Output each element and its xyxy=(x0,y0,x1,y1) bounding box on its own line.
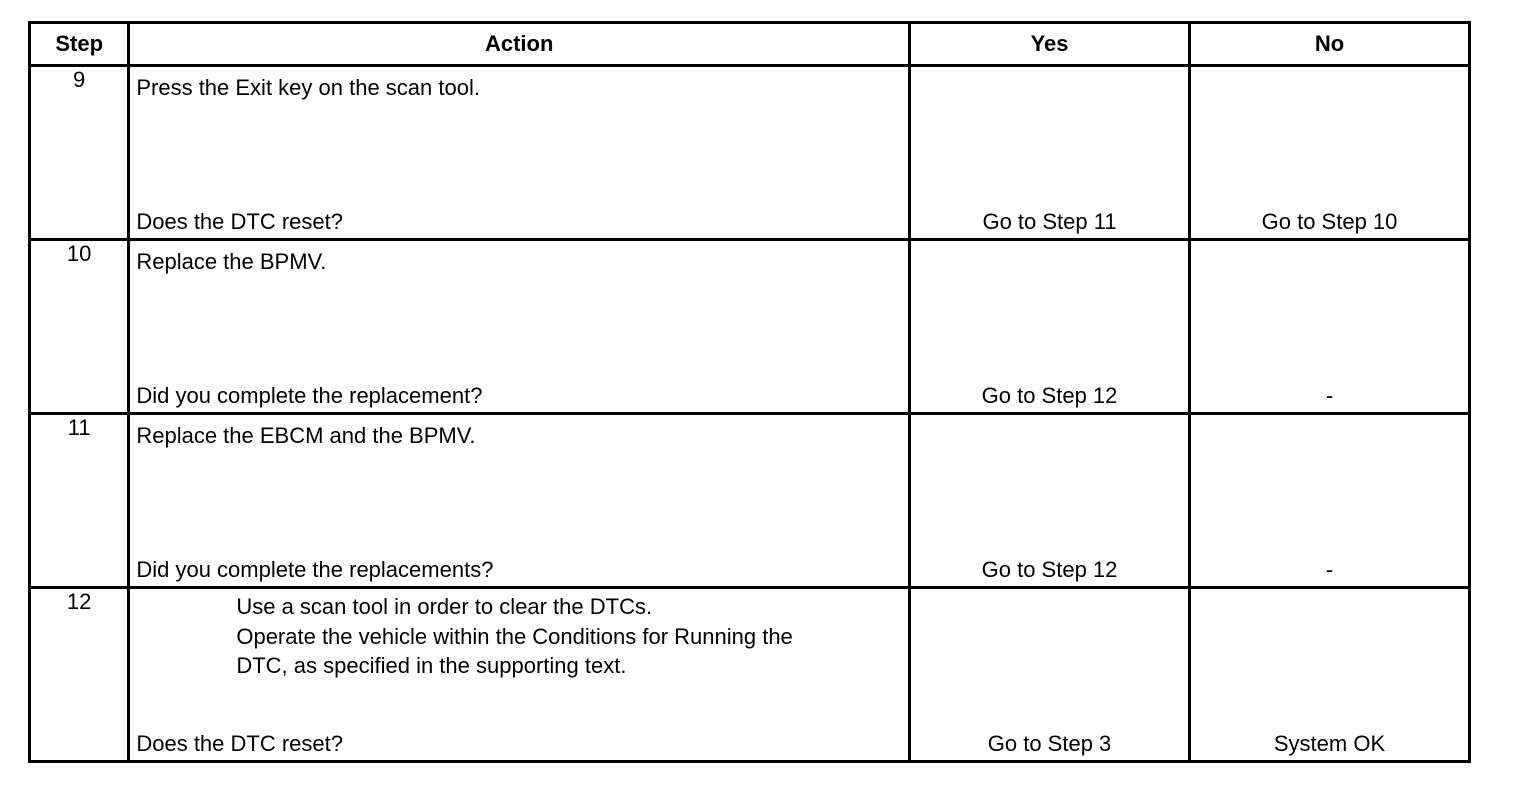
table-row xyxy=(30,588,1470,762)
yes-cell xyxy=(910,588,1190,762)
table-header-row xyxy=(30,23,1470,66)
action-question: Does the DTC reset? xyxy=(136,209,343,234)
no-cell xyxy=(1190,66,1470,240)
yes-cell xyxy=(910,66,1190,240)
no-cell xyxy=(1190,240,1470,414)
header-no: No xyxy=(1190,23,1470,66)
action-cell xyxy=(129,66,910,240)
table-row xyxy=(30,240,1470,414)
action-question: Did you complete the replacements? xyxy=(136,557,494,582)
yes-result: Go to Step 12 xyxy=(981,383,1118,408)
action-cell xyxy=(129,414,910,588)
header-yes: Yes xyxy=(910,23,1190,66)
yes-result: Go to Step 11 xyxy=(982,209,1117,234)
action-list-item: DTC, as specified in the supporting text. xyxy=(236,653,627,678)
action-question: Does the DTC reset? xyxy=(136,731,343,756)
step-number: 9 xyxy=(30,66,129,240)
no-result: - xyxy=(1325,383,1334,408)
no-cell xyxy=(1190,588,1470,762)
action-cell xyxy=(129,240,910,414)
no-result: Go to Step 10 xyxy=(1261,209,1398,234)
action-text: Replace the EBCM and the BPMV. xyxy=(136,423,476,448)
action-question: Did you complete the replacement? xyxy=(136,383,483,408)
action-list xyxy=(236,592,792,681)
step-number: 10 xyxy=(30,240,129,414)
no-result: System OK xyxy=(1273,731,1386,756)
action-list-item: Use a scan tool in order to clear the DTCs. xyxy=(236,594,653,619)
diagnostic-table xyxy=(28,21,1471,763)
yes-cell xyxy=(910,414,1190,588)
action-text: Replace the BPMV. xyxy=(136,249,327,274)
header-action: Action xyxy=(129,23,910,66)
step-number: 11 xyxy=(30,414,129,588)
yes-cell xyxy=(910,240,1190,414)
table-row xyxy=(30,66,1470,240)
action-cell xyxy=(129,588,910,762)
step-number: 12 xyxy=(30,588,129,762)
action-list-item: Operate the vehicle within the Conditions for Running the xyxy=(236,623,793,649)
yes-result: Go to Step 3 xyxy=(987,731,1112,756)
yes-result: Go to Step 12 xyxy=(981,557,1118,582)
table-row xyxy=(30,414,1470,588)
no-cell xyxy=(1190,414,1470,588)
no-result: - xyxy=(1325,557,1334,582)
action-text: Press the Exit key on the scan tool. xyxy=(136,75,480,100)
header-step: Step xyxy=(30,23,129,66)
